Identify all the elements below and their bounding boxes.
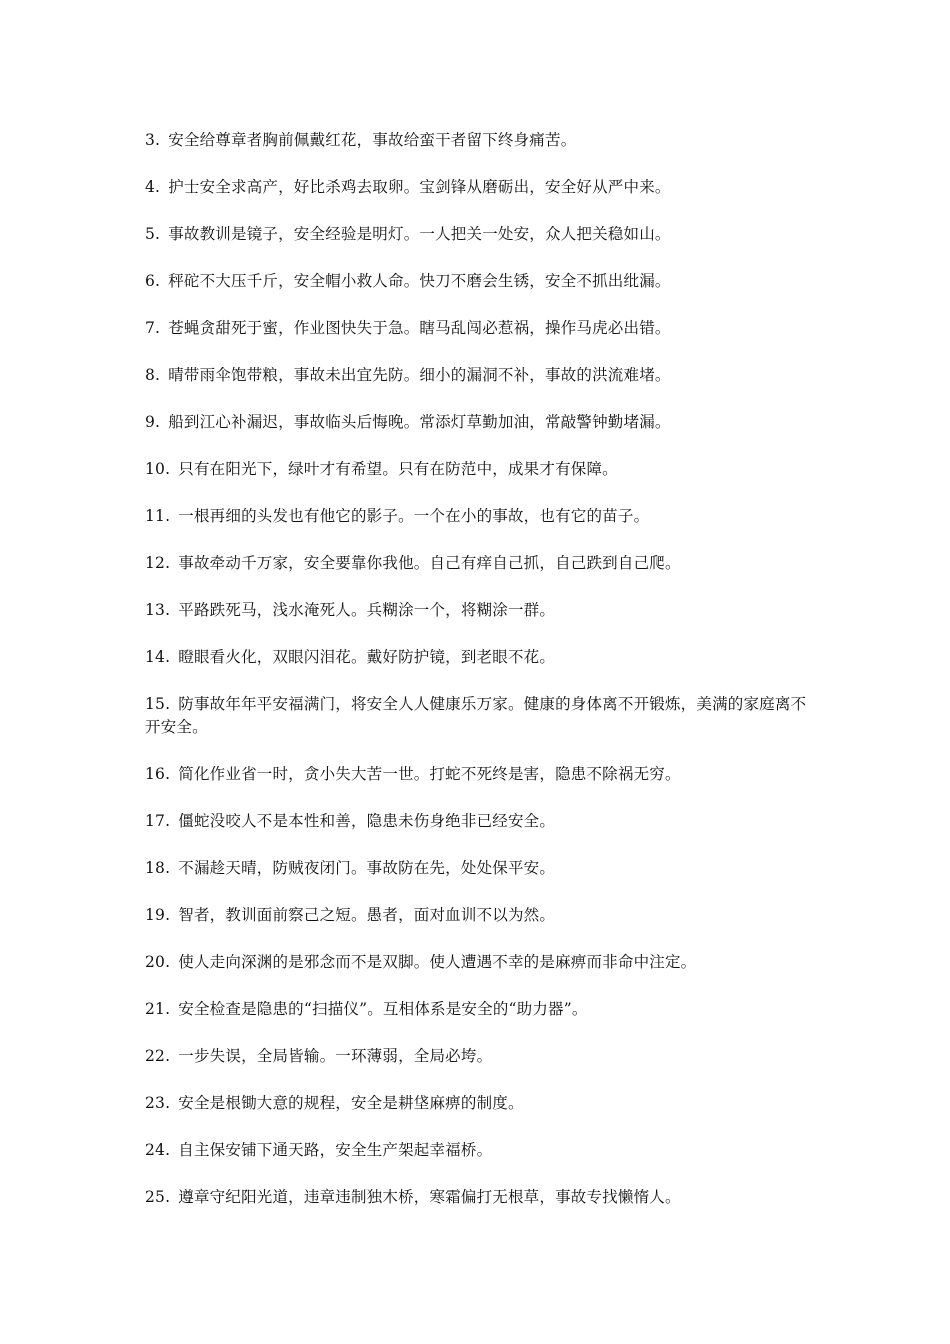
item-number: 22. xyxy=(145,1047,171,1065)
item-number: 23. xyxy=(145,1094,171,1112)
list-item xyxy=(145,552,810,575)
item-text: 瞪眼看火化，双眼闪泪花。戴好防护镜，到老眼不花。 xyxy=(178,648,556,666)
item-number: 24. xyxy=(145,1141,171,1159)
item-text: 安全给尊章者胸前佩戴红花，事故给蛮干者留下终身痛苦。 xyxy=(168,131,577,149)
slogan-list xyxy=(145,129,810,1233)
item-number: 20. xyxy=(145,953,171,971)
item-text: 一步失误，全局皆输。一环薄弱，全局必垮。 xyxy=(178,1047,493,1065)
item-text: 船到江心补漏迟，事故临头后悔晚。常添灯草勤加油，常敲警钟勤堵漏。 xyxy=(168,413,671,431)
list-item xyxy=(145,176,810,199)
item-number: 21. xyxy=(145,1000,171,1018)
item-text: 护士安全求高产，好比杀鸡去取卵。宝剑锋从磨砺出，安全好从严中来。 xyxy=(168,178,671,196)
list-item xyxy=(145,1186,810,1209)
list-item xyxy=(145,223,810,246)
list-item xyxy=(145,599,810,622)
list-item xyxy=(145,810,810,833)
item-text: 一根再细的头发也有他它的影子。一个在小的事故，也有它的苗子。 xyxy=(178,507,650,525)
item-number: 16. xyxy=(145,765,171,783)
item-text: 安全检查是隐患的“扫描仪”。互相体系是安全的“助力器”。 xyxy=(178,1000,588,1018)
list-item xyxy=(145,411,810,434)
item-text: 平路跌死马，浅水淹死人。兵糊涂一个，将糊涂一群。 xyxy=(178,601,556,619)
item-text: 安全是根锄大意的规程，安全是耕垡麻痹的制度。 xyxy=(178,1094,524,1112)
list-item xyxy=(145,904,810,927)
item-number: 3. xyxy=(145,131,161,149)
list-item xyxy=(145,270,810,293)
list-item xyxy=(145,693,810,739)
item-text: 晴带雨伞饱带粮，事故未出宜先防。细小的漏洞不补，事故的洪流难堵。 xyxy=(168,366,671,384)
list-item xyxy=(145,646,810,669)
item-text: 苍蝇贪甜死于蜜，作业图快失于急。瞎马乱闯必惹祸，操作马虎必出错。 xyxy=(168,319,671,337)
item-number: 18. xyxy=(145,859,171,877)
list-item xyxy=(145,763,810,786)
list-item xyxy=(145,951,810,974)
item-text: 事故教训是镜子，安全经验是明灯。一人把关一处安，众人把关稳如山。 xyxy=(168,225,671,243)
item-text: 只有在阳光下，绿叶才有希望。只有在防范中，成果才有保障。 xyxy=(178,460,618,478)
item-number: 25. xyxy=(145,1188,171,1206)
item-text: 使人走向深渊的是邪念而不是双脚。使人遭遇不幸的是麻痹而非命中注定。 xyxy=(178,953,697,971)
item-number: 10. xyxy=(145,460,171,478)
list-item xyxy=(145,129,810,152)
item-text: 秤砣不大压千斤，安全帽小救人命。快刀不磨会生锈，安全不抓出纰漏。 xyxy=(168,272,671,290)
item-number: 14. xyxy=(145,648,171,666)
list-item xyxy=(145,364,810,387)
list-item xyxy=(145,1092,810,1115)
item-text: 事故牵动千万家，安全要靠你我他。自己有痒自己抓，自己跌到自己爬。 xyxy=(178,554,681,572)
list-item xyxy=(145,505,810,528)
list-item xyxy=(145,998,810,1021)
list-item xyxy=(145,317,810,340)
item-number: 12. xyxy=(145,554,171,572)
item-text: 不漏趁天晴，防贼夜闭门。事故防在先，处处保平安。 xyxy=(178,859,556,877)
item-number: 17. xyxy=(145,812,171,830)
item-number: 8. xyxy=(145,366,161,384)
list-item xyxy=(145,1045,810,1068)
item-number: 6. xyxy=(145,272,161,290)
item-text: 防事故年年平安福满门，将安全人人健康乐万家。健康的身体离不开锻炼，美满的家庭离不开安全。 xyxy=(145,695,807,736)
list-item xyxy=(145,857,810,880)
item-text: 僵蛇没咬人不是本性和善，隐患未伤身绝非已经安全。 xyxy=(178,812,556,830)
item-text: 简化作业省一时，贪小失大苦一世。打蛇不死终是害，隐患不除祸无穷。 xyxy=(178,765,681,783)
item-number: 4. xyxy=(145,178,161,196)
item-text: 自主保安铺下通天路，安全生产架起幸福桥。 xyxy=(178,1141,493,1159)
item-number: 5. xyxy=(145,225,161,243)
item-text: 遵章守纪阳光道，违章违制独木桥，寒霜偏打无根草，事故专找懒惰人。 xyxy=(178,1188,681,1206)
item-number: 11. xyxy=(145,507,171,525)
item-number: 7. xyxy=(145,319,161,337)
item-number: 13. xyxy=(145,601,171,619)
list-item xyxy=(145,1139,810,1162)
item-text: 智者，教训面前察己之短。愚者，面对血训不以为然。 xyxy=(178,906,556,924)
item-number: 9. xyxy=(145,413,161,431)
list-item xyxy=(145,458,810,481)
item-number: 15. xyxy=(145,695,171,713)
item-number: 19. xyxy=(145,906,171,924)
